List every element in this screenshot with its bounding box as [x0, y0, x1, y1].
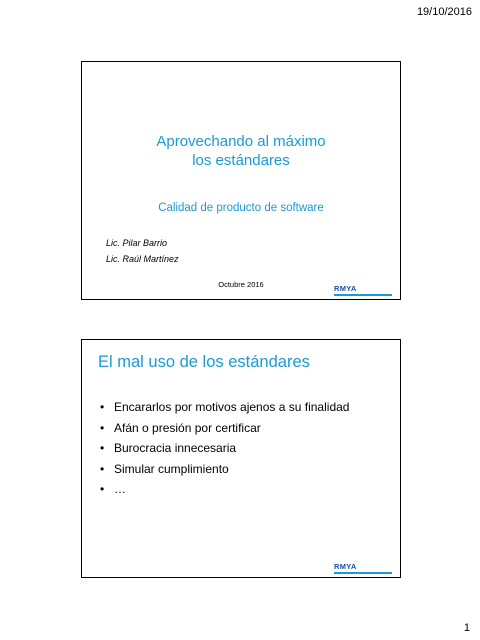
title-line-2: los estándares: [192, 152, 290, 169]
slide-heading: El mal uso de los estándares: [98, 353, 310, 371]
bullet-marker: •: [100, 461, 105, 476]
bullet-item: [100, 479, 349, 500]
page-date: 19/10/2016: [416, 6, 472, 18]
logo-text: RMYA: [334, 284, 357, 293]
bullet-text: Encararlos por motivos ajenos a su finalidad: [114, 400, 350, 414]
bullet-item: [100, 459, 349, 480]
bullet-item: [100, 397, 349, 418]
author-2: Lic. Raúl Martínez: [106, 254, 179, 264]
title-line-1: Aprovechando al máximo: [156, 133, 326, 150]
bullet-text: Simular cumplimiento: [114, 461, 229, 476]
bullet-text: Afán o presión por certificar: [114, 420, 261, 435]
logo-underline: [334, 294, 392, 296]
slide-title: [81, 61, 401, 300]
page-number: 1: [463, 622, 470, 634]
rmya-logo: [334, 562, 392, 574]
rmya-logo: [334, 284, 392, 296]
bullet-marker: •: [100, 441, 105, 455]
logo-underline: [334, 572, 392, 574]
bullet-text: Burocracia innecesaria: [114, 441, 237, 455]
slide-content: [81, 339, 401, 578]
logo-text: RMYA: [334, 562, 357, 571]
bullet-item: [100, 438, 349, 459]
author-1: Lic. Pilar Barrio: [106, 238, 168, 248]
presentation-subtitle: Calidad de producto de software: [158, 202, 324, 214]
slide-date: Octubre 2016: [218, 280, 264, 289]
bullet-marker: •: [100, 482, 105, 496]
bullet-list: [100, 397, 349, 500]
bullet-marker: •: [100, 400, 105, 414]
bullet-item: [100, 418, 349, 439]
bullet-marker: •: [100, 420, 105, 435]
bullet-text: …: [114, 482, 126, 496]
presentation-title: [82, 132, 400, 170]
